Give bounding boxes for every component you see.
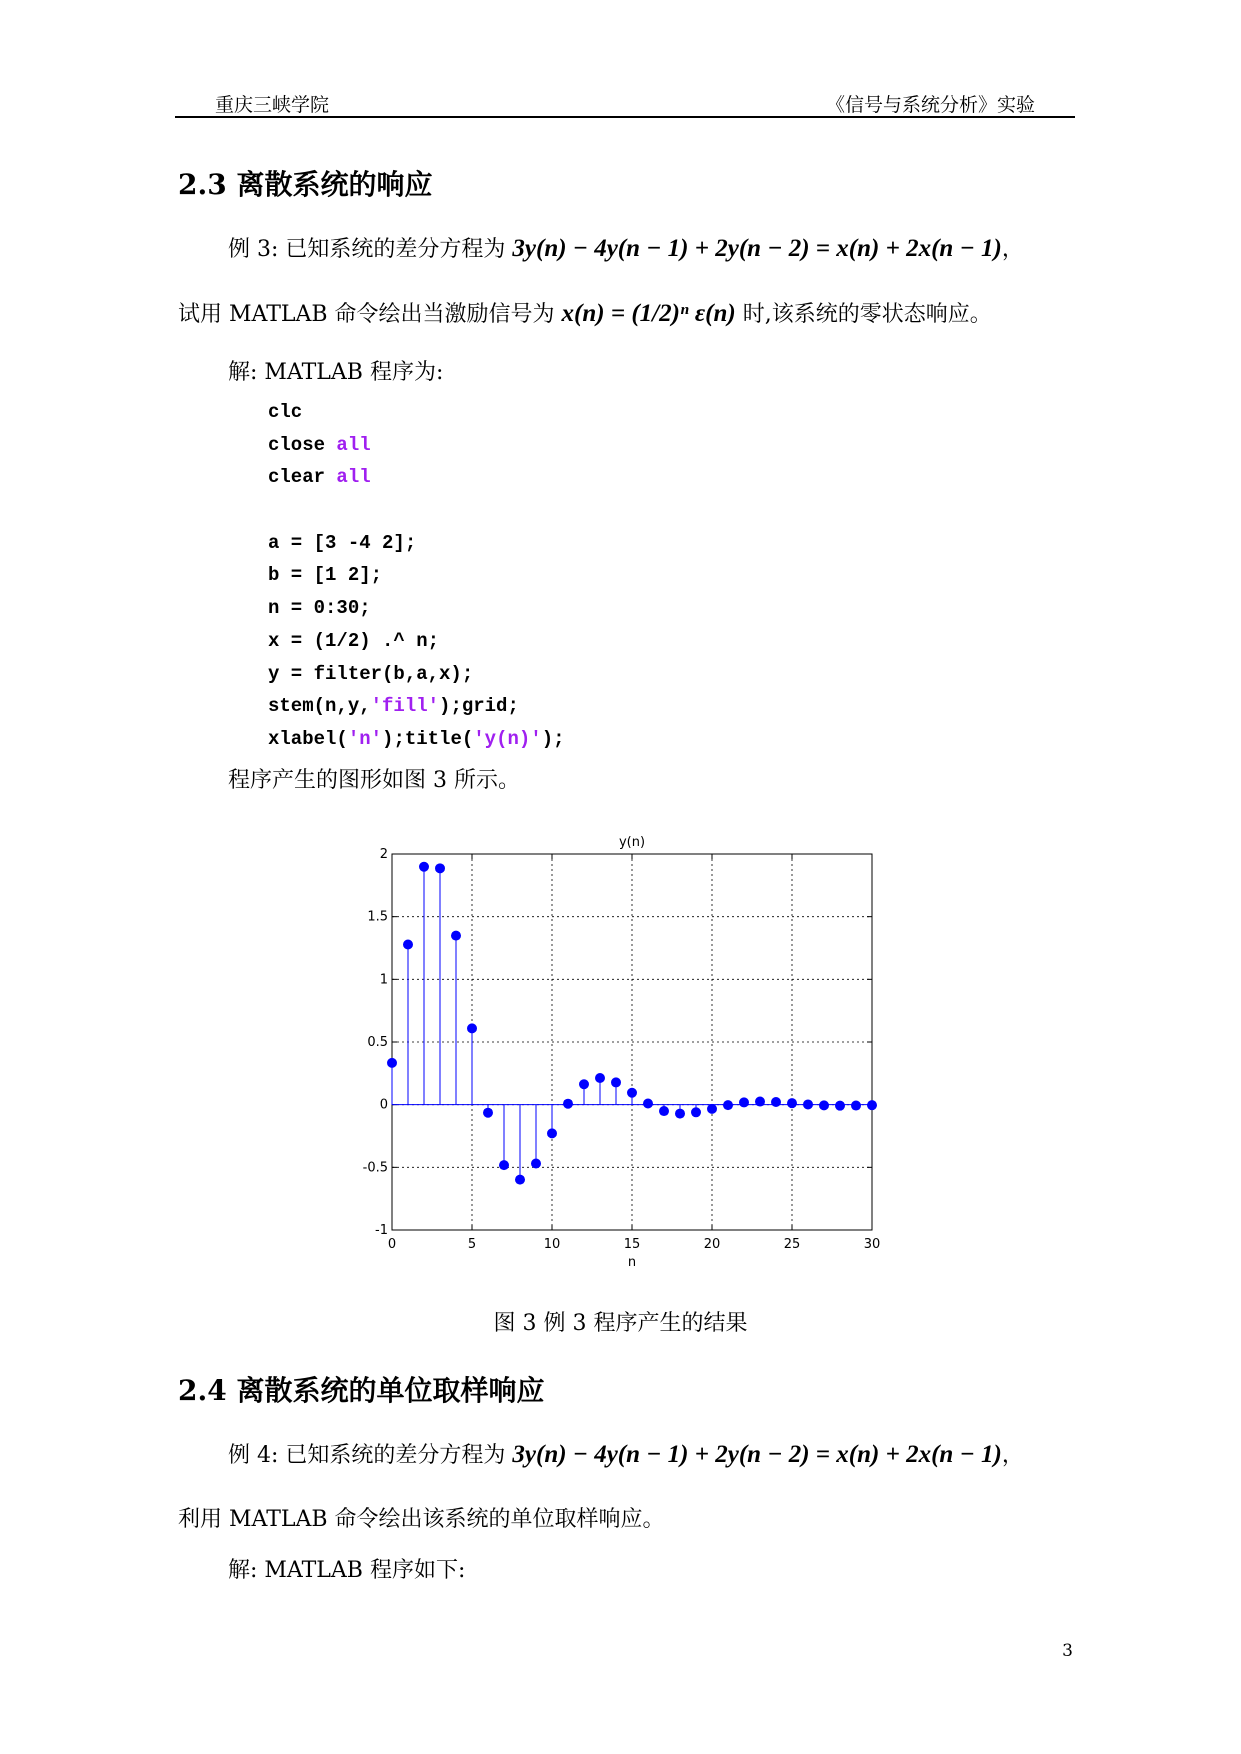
code-token: );grid; — [439, 695, 519, 718]
code-token: b = [1 2]; — [268, 564, 383, 587]
stem-marker — [419, 862, 429, 872]
code-line — [268, 592, 565, 625]
stem-marker — [803, 1099, 813, 1109]
section-title-2-3: 2.3 离散系统的响应 — [178, 168, 433, 201]
stem-marker — [819, 1100, 829, 1110]
code-string: 'n' — [347, 727, 383, 750]
x-tick-label: 30 — [863, 1237, 881, 1252]
stem-marker — [595, 1073, 605, 1083]
stem-marker — [707, 1104, 717, 1114]
stem-marker — [627, 1088, 637, 1098]
code-token: xlabel( — [268, 727, 348, 750]
header-course: 《信号与系统分析》实验 — [825, 94, 1035, 116]
example-3-prefix: 例 3: 已知系统的差分方程为 — [228, 237, 506, 262]
stem-marker — [755, 1097, 765, 1107]
stem-marker — [467, 1023, 477, 1033]
example-4-line1 — [228, 1438, 1024, 1469]
example-3-line2-prefix: 试用 MATLAB 命令绘出当激励信号为 — [178, 302, 555, 327]
y-tick-label: 1.5 — [367, 909, 388, 925]
code-token: );title( — [382, 727, 474, 750]
stem-marker — [387, 1058, 397, 1068]
code-keyword: all — [336, 433, 371, 456]
figure-caption: 图 3 例 3 程序产生的结果 — [493, 1311, 748, 1336]
stem-marker — [579, 1079, 589, 1089]
example-3-comma: ， — [1001, 237, 1024, 262]
code-token: ); — [541, 727, 565, 750]
x-tick-label: 0 — [387, 1237, 397, 1252]
code-line — [268, 494, 565, 527]
code-line — [268, 559, 565, 592]
stem-marker — [451, 931, 461, 941]
code-string: 'fill' — [370, 695, 440, 718]
stem-marker — [403, 940, 413, 950]
excitation-formula: x(n) = (1/2)ⁿ ε(n) — [561, 300, 736, 327]
example-4-comma: ， — [1001, 1443, 1024, 1468]
stem-marker — [483, 1108, 493, 1118]
stem-marker — [771, 1097, 781, 1107]
stem-marker — [499, 1160, 509, 1170]
y-tick-label: 0 — [379, 1097, 388, 1113]
stem-plot-figure — [360, 822, 900, 1270]
y-tick-label: 2 — [379, 847, 388, 862]
header-school: 重庆三峡学院 — [215, 94, 330, 116]
y-tick-label: -1 — [375, 1223, 388, 1238]
figure-reference-text: 程序产生的图形如图 3 所示。 — [228, 768, 520, 793]
solution-label-3: 解: MATLAB 程序为: — [228, 360, 444, 385]
page-header — [175, 86, 1075, 116]
header-divider — [175, 116, 1075, 118]
example-4-line2: 利用 MATLAB 命令绘出该系统的单位取样响应。 — [178, 1507, 665, 1532]
x-tick-label: 10 — [543, 1237, 561, 1252]
chart-title: y(n) — [618, 835, 646, 850]
stem-marker — [515, 1175, 525, 1185]
stem-plot — [360, 822, 900, 1270]
stem-marker — [659, 1106, 669, 1116]
stem-marker — [867, 1100, 877, 1110]
stem-marker — [739, 1097, 749, 1107]
code-line — [268, 461, 565, 494]
stem-marker — [563, 1099, 573, 1109]
stem-marker — [851, 1101, 861, 1111]
code-line — [268, 723, 565, 756]
y-tick-label: -0.5 — [362, 1160, 388, 1176]
x-tick-label: 20 — [703, 1237, 721, 1252]
stem-marker — [531, 1158, 541, 1168]
code-token: stem(n,y, — [268, 695, 371, 718]
stem-marker — [547, 1128, 557, 1138]
example-4-equation: 3y(n) − 4y(n − 1) + 2y(n − 2) = x(n) + 2x(n − 1) — [512, 1441, 1002, 1468]
x-axis-label: n — [627, 1255, 637, 1270]
x-tick-label: 25 — [783, 1237, 801, 1252]
x-tick-label: 15 — [623, 1237, 641, 1252]
code-token: clear — [268, 466, 337, 489]
stem-marker — [675, 1109, 685, 1119]
code-string: 'y(n)' — [473, 727, 542, 750]
example-3-line2 — [178, 297, 992, 328]
stem-marker — [611, 1077, 621, 1087]
code-token: a = [3 -4 2]; — [268, 531, 417, 554]
code-line — [268, 396, 565, 429]
y-tick-label: 0.5 — [367, 1035, 388, 1050]
stem-marker — [691, 1107, 701, 1117]
example-3-line1 — [228, 232, 1024, 263]
code-token: y = filter(b,a,x); — [268, 662, 474, 685]
code-token: close — [268, 433, 337, 456]
code-line — [268, 690, 565, 723]
stem-marker — [835, 1101, 845, 1111]
stem-marker — [787, 1098, 797, 1108]
y-tick-label: 1 — [379, 972, 388, 988]
x-tick-label: 5 — [467, 1237, 477, 1252]
code-keyword: all — [336, 466, 371, 489]
section-title-2-4: 2.4 离散系统的单位取样响应 — [178, 1374, 545, 1407]
example-3-line2-suffix: 时,该系统的零状态响应。 — [742, 302, 992, 327]
stem-marker — [643, 1099, 653, 1109]
code-line — [268, 429, 565, 462]
code-token: x = (1/2) .^ n; — [268, 629, 440, 652]
stem-marker — [723, 1100, 733, 1110]
page-number: 3 — [1062, 1641, 1073, 1661]
example-3-equation: 3y(n) − 4y(n − 1) + 2y(n − 2) = x(n) + 2x(n − 1) — [512, 235, 1002, 262]
code-line — [268, 527, 565, 560]
code-line — [268, 625, 565, 658]
code-line — [268, 658, 565, 691]
code-token: clc — [268, 401, 303, 423]
stem-marker — [435, 863, 445, 873]
code-token: n = 0:30; — [268, 597, 371, 620]
solution-label-4: 解: MATLAB 程序如下: — [228, 1558, 466, 1583]
example-4-prefix: 例 4: 已知系统的差分方程为 — [228, 1443, 506, 1468]
matlab-code-block — [268, 396, 565, 756]
